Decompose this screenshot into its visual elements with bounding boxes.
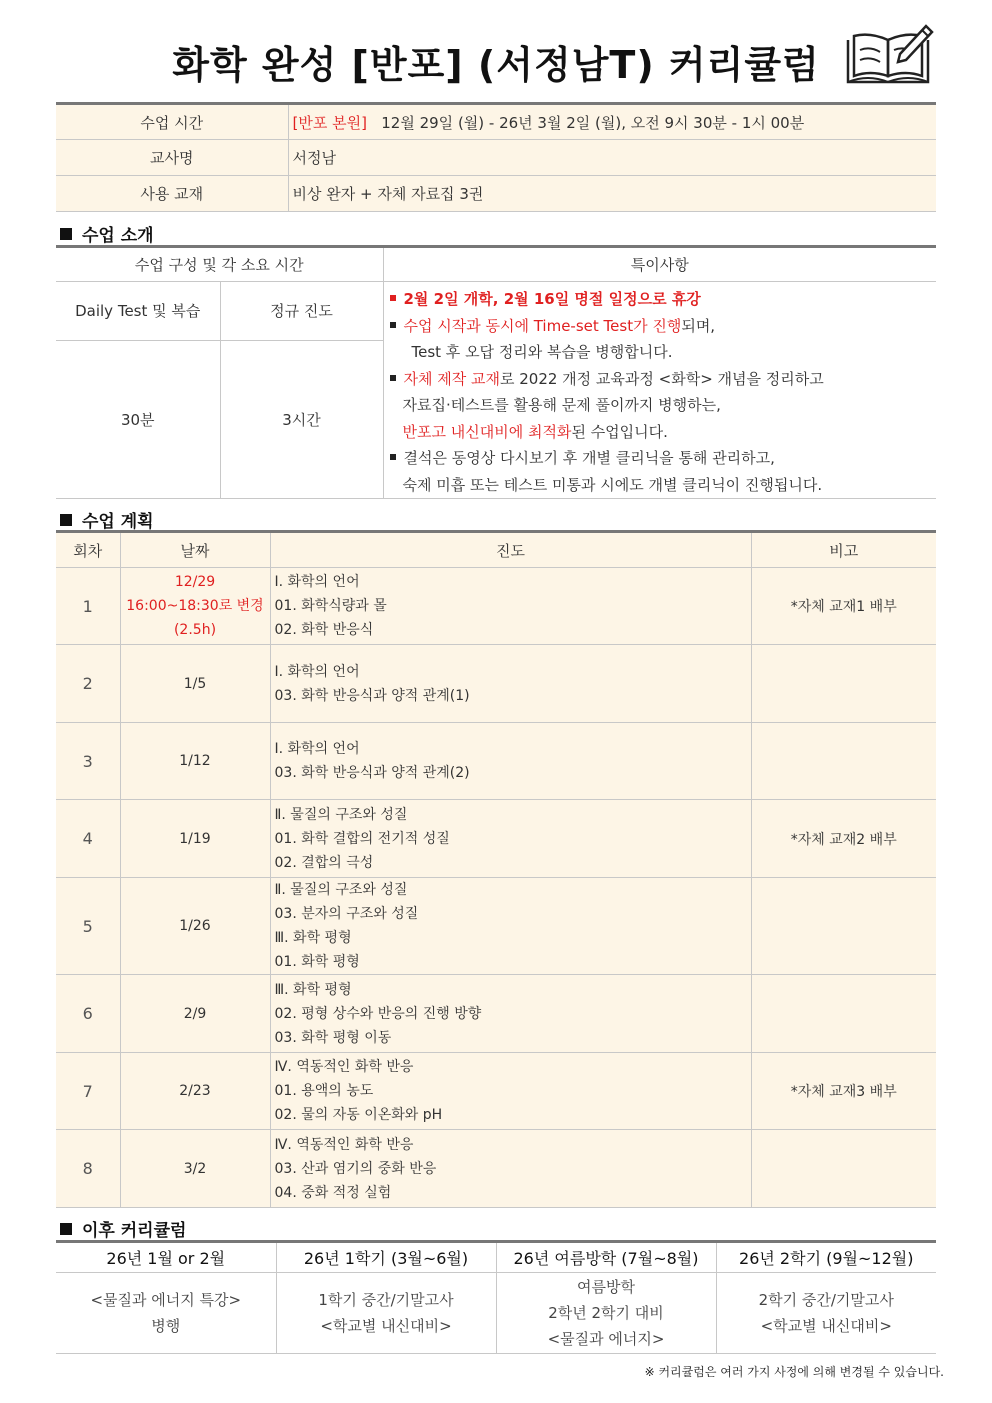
after-header: 26년 2학기 (9월~12월): [716, 1242, 936, 1273]
session-progress: Ⅳ. 역동적인 화학 반응 03. 산과 염기의 중화 반응 04. 중화 적정 실험: [270, 1130, 751, 1208]
session-date: 2/9: [120, 975, 270, 1053]
table-row: [56, 800, 936, 878]
after-header-row: [56, 1242, 936, 1273]
daily-test-label: Daily Test 및 복습: [56, 282, 220, 341]
info-row-teacher: [56, 140, 936, 176]
after-header: 26년 여름방학 (7월~8월): [496, 1242, 716, 1273]
red-square-bullet-icon: [390, 295, 396, 301]
square-bullet-icon: [390, 375, 396, 381]
session-num: 6: [56, 975, 120, 1053]
section-plan-label: 수업 계획: [82, 512, 154, 532]
square-bullet-icon: [60, 228, 72, 240]
session-progress: Ⅳ. 역동적인 화학 반응 01. 용액의 농도 02. 물의 자동 이온화와 pH: [270, 1053, 751, 1130]
note-2-line2: Test 후 오답 정리와 복습을 병행합니다.: [411, 343, 673, 361]
note-3: 자체 제작 교재로 2022 개정 교육과정 <화학> 개념을 정리하고: [388, 366, 937, 393]
table-row: [56, 878, 936, 975]
session-num: 8: [56, 1130, 120, 1208]
session-note: [751, 975, 936, 1053]
session-num: 4: [56, 800, 120, 878]
section-intro: [60, 221, 154, 246]
intro-table: [56, 245, 936, 499]
table-row: [56, 975, 936, 1053]
structure-header: 수업 구성 및 각 소요 시간: [56, 247, 383, 282]
intro-header-row: [56, 247, 936, 282]
time-text: 12월 29일 (월) - 26년 3월 2일 (월), 오전 9시 30분 - 1시 00분: [381, 113, 805, 132]
page-title: 화학 완성 [반포] (서정남T) 커리큘럼: [172, 43, 820, 87]
table-row: [56, 645, 936, 723]
notes-header: 특이사항: [383, 247, 936, 282]
session-date: 1/12: [120, 723, 270, 800]
session-progress: Ⅰ. 화학의 언어 01. 화학식량과 몰 02. 화학 반응식: [270, 568, 751, 645]
session-date: 1/5: [120, 645, 270, 723]
section-plan: [60, 507, 154, 532]
session-progress: Ⅱ. 물질의 구조와 성질 03. 분자의 구조와 성질 Ⅲ. 화학 평형 01. 화학 평형: [270, 878, 751, 975]
session-date: 12/29 16:00~18:30로 변경 (2.5h): [120, 568, 270, 645]
regular-progress-time: 3시간: [220, 340, 383, 498]
teacher-label: 교사명: [56, 140, 288, 176]
footnote: ※ 커리큘럼은 여러 가지 사정에 의해 변경될 수 있습니다.: [644, 1365, 944, 1379]
plan-table: [56, 530, 936, 1208]
table-row: [56, 568, 936, 645]
session-num: 5: [56, 878, 120, 975]
session-note: *자체 교재3 배부: [751, 1053, 936, 1130]
note-2: 수업 시작과 동시에 Time-set Test가 진행되며,: [388, 313, 937, 340]
session-date: 3/2: [120, 1130, 270, 1208]
after-cell: 2학기 중간/기말고사 <학교별 내신대비>: [716, 1273, 936, 1354]
intro-cols-row: [56, 282, 936, 341]
time-label: 수업 시간: [56, 104, 288, 140]
header-session: 회차: [56, 532, 120, 568]
session-note: *자체 교재1 배부: [751, 568, 936, 645]
after-header: 26년 1월 or 2월: [56, 1242, 276, 1273]
info-table: [56, 102, 936, 212]
session-date: 1/26: [120, 878, 270, 975]
square-bullet-icon: [390, 454, 396, 460]
plan-header-row: [56, 532, 936, 568]
book-pencil-icon: [840, 20, 936, 92]
after-cell: 여름방학 2학년 2학기 대비 <물질과 에너지>: [496, 1273, 716, 1354]
session-progress: Ⅰ. 화학의 언어 03. 화학 반응식과 양적 관계(1): [270, 645, 751, 723]
session-note: [751, 1130, 936, 1208]
branch-tag: [반포 본원]: [292, 113, 367, 132]
note-3-line2: 자료집·테스트를 활용해 문제 풀이까지 병행하는,: [402, 396, 721, 414]
note-1: 2월 2일 개학, 2월 16일 명절 일정으로 휴강: [388, 286, 937, 313]
after-body-row: [56, 1273, 936, 1354]
session-note: [751, 645, 936, 723]
material-label: 사용 교재: [56, 176, 288, 212]
session-note: *자체 교재2 배부: [751, 800, 936, 878]
note-4: 결석은 동영상 다시보기 후 개별 클리닉을 통해 관리하고,: [388, 445, 937, 472]
session-note: [751, 723, 936, 800]
square-bullet-icon: [60, 514, 72, 526]
section-after-label: 이후 커리큘럼: [82, 1221, 187, 1241]
table-row: [56, 1130, 936, 1208]
session-date: 2/23: [120, 1053, 270, 1130]
header-note: 비고: [751, 532, 936, 568]
after-table: [56, 1240, 936, 1354]
after-cell: <물질과 에너지 특강> 병행: [56, 1273, 276, 1354]
session-note: [751, 878, 936, 975]
regular-progress-label: 정규 진도: [220, 282, 383, 341]
time-value: [288, 104, 936, 140]
session-num: 2: [56, 645, 120, 723]
square-bullet-icon: [390, 322, 396, 328]
session-num: 7: [56, 1053, 120, 1130]
daily-test-time: 30분: [56, 340, 220, 498]
session-progress: Ⅱ. 물질의 구조와 성질 01. 화학 결합의 전기적 성질 02. 결합의 극성: [270, 800, 751, 878]
header-date: 날짜: [120, 532, 270, 568]
table-row: [56, 1053, 936, 1130]
session-date: 1/19: [120, 800, 270, 878]
table-row: [56, 723, 936, 800]
header-progress: 진도: [270, 532, 751, 568]
info-row-time: [56, 104, 936, 140]
after-cell: 1학기 중간/기말고사 <학교별 내신대비>: [276, 1273, 496, 1354]
session-num: 3: [56, 723, 120, 800]
section-intro-label: 수업 소개: [82, 226, 154, 246]
session-progress: Ⅰ. 화학의 언어 03. 화학 반응식과 양적 관계(2): [270, 723, 751, 800]
section-after: [60, 1216, 186, 1241]
note-4-line2: 숙제 미흡 또는 테스트 미통과 시에도 개별 클리닉이 진행됩니다.: [402, 475, 823, 494]
session-progress: Ⅲ. 화학 평형 02. 평형 상수와 반응의 진행 방향 03. 화학 평형 이동: [270, 975, 751, 1053]
teacher-value: 서정남: [288, 140, 936, 176]
after-header: 26년 1학기 (3월~6월): [276, 1242, 496, 1273]
info-row-material: [56, 176, 936, 212]
square-bullet-icon: [60, 1223, 72, 1235]
material-value: 비상 완자 + 자체 자료집 3권: [288, 176, 936, 212]
header: [56, 18, 936, 100]
notes-cell: [383, 282, 936, 499]
note-3-line3: 반포고 내신대비에 최적화된 수업입니다.: [402, 422, 668, 441]
session-num: 1: [56, 568, 120, 645]
